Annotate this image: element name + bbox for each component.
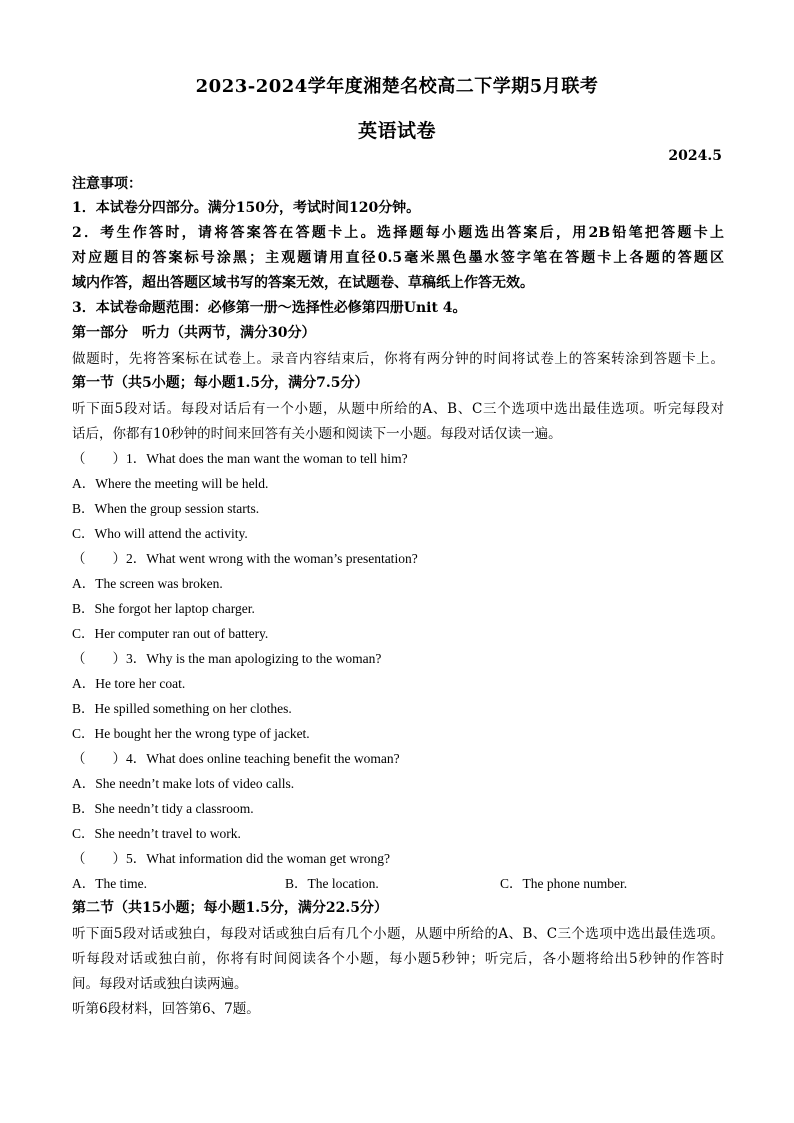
exam-title: 2023-2024学年度湘楚名校高二下学期5月联考 (195, 76, 599, 97)
notes-heading: 注意事项： (72, 176, 142, 192)
section2-instruction-line-2: 听每段对话或独白前，你将有时间阅读各个小题，每小题5秒钟；听完后，各小题将给出5秒钟的作答时 (72, 951, 724, 967)
note-item-1: 1．本试卷分四部分。满分150分，考试时间120分钟。 (72, 200, 421, 216)
question-option: C．He bought her the wrong type of jacket. (72, 726, 310, 741)
section1-instruction-line-2: 话后，你都有10秒钟的时间来回答有关小题和阅读下一小题。每段对话仅读一遍。 (72, 426, 562, 442)
question-option: B．She needn’t tidy a classroom. (72, 801, 254, 816)
question-option: B．She forgot her laptop charger. (72, 601, 255, 616)
exam-date: 2024.5 (668, 148, 722, 164)
question-option: A．The time. (72, 876, 147, 891)
question-option: C．She needn’t travel to work. (72, 826, 241, 841)
exam-subtitle: 英语试卷 (357, 120, 436, 142)
section1-instruction-line-1: 听下面5段对话。每段对话后有一个小题，从题中所给的A、B、C三个选项中选出最佳选项。听完每段对 (72, 401, 724, 417)
question-option: A．The screen was broken. (72, 576, 223, 591)
part1-heading: 第一部分 听力（共两节，满分30分） (72, 325, 316, 341)
question-stem: （ ）5．What information did the woman get wrong? (72, 851, 390, 866)
part1-instruction: 做题时，先将答案标在试卷上。录音内容结束后，你将有两分钟的时间将试卷上的答案转涂到答题卡上。 (72, 351, 724, 367)
question-options-row (72, 872, 724, 890)
question-option: A．She needn’t make lots of video calls. (72, 776, 295, 791)
question-option: B．He spilled something on her clothes. (72, 701, 292, 716)
question-option: C．The phone number. (500, 876, 628, 891)
question-option: C．Who will attend the activity. (72, 526, 248, 541)
question-stem: （ ）4．What does online teaching benefit the woman? (72, 751, 400, 766)
section2-heading: 第二节（共15小题；每小题1.5分，满分22.5分） (72, 900, 388, 916)
section2-instruction-line-1: 听下面5段对话或独白，每段对话或独白后有几个小题，从题中所给的A、B、C三个选项中选出最佳选项。 (72, 926, 724, 942)
question-stem: （ ）1．What does the man want the woman to tell him? (72, 451, 408, 466)
section1-heading: 第一节（共5小题；每小题1.5分，满分7.5分） (72, 375, 369, 391)
question-option: A．Where the meeting will be held. (72, 476, 269, 491)
note-item-2-line-1: 2．考生作答时，请将答案答在答题卡上。选择题每小题选出答案后，用2B铅笔把答题卡上 (72, 225, 724, 241)
question-option: A．He tore her coat. (72, 676, 186, 691)
section2-material-note: 听第6段材料，回答第6、7题。 (72, 1001, 260, 1017)
question-option: C．Her computer ran out of battery. (72, 626, 269, 641)
section2-instruction-line-3: 间。每段对话或独白读两遍。 (72, 976, 248, 992)
question-stem: （ ）2．What went wrong with the woman’s presentation? (72, 551, 418, 566)
question-stem: （ ）3．Why is the man apologizing to the woman? (72, 651, 382, 666)
note-item-2-line-3: 域内作答，超出答题区域书写的答案无效，在试题卷、草稿纸上作答无效。 (72, 275, 534, 291)
question-option: B．When the group session starts. (72, 501, 260, 516)
question-option: B．The location. (285, 876, 379, 891)
note-item-3: 3．本试卷命题范围：必修第一册～选择性必修第四册Unit 4。 (72, 300, 467, 316)
note-item-2-line-2: 对应题目的答案标号涂黑；主观题请用直径0.5毫米黑色墨水签字笔在答题卡上各题的答题区 (72, 250, 724, 266)
